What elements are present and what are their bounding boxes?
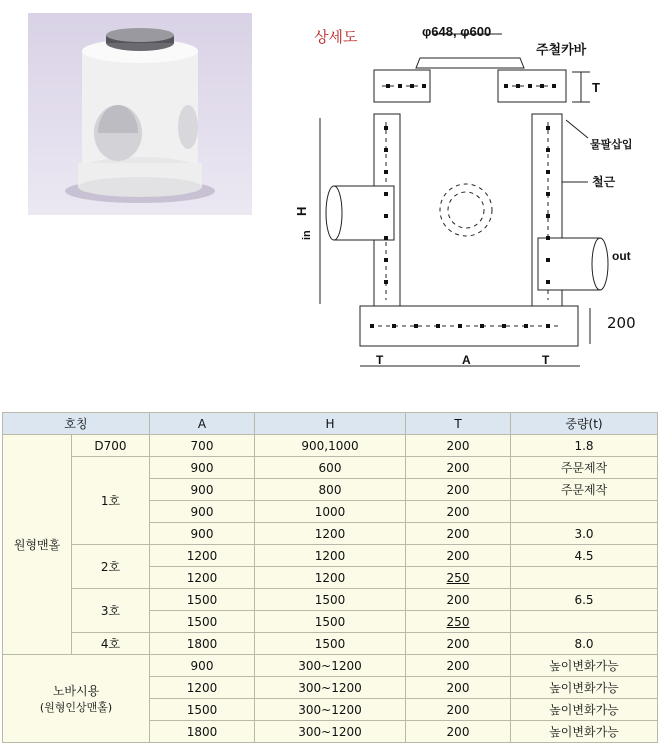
- rebar-dot: [384, 258, 388, 262]
- cell-weight: 6.5: [511, 589, 658, 611]
- cover-t-label: T: [592, 80, 600, 95]
- table-row: [3, 545, 658, 567]
- cell-t: 200: [406, 457, 511, 479]
- rebar-dot: [436, 324, 440, 328]
- sub-2: 2호: [72, 545, 150, 589]
- table-row: [3, 633, 658, 655]
- rebar-dot: [546, 214, 550, 218]
- cell-a: 900: [150, 655, 255, 677]
- cell-h: 300~1200: [255, 699, 406, 721]
- cell-weight: 8.0: [511, 633, 658, 655]
- cover-label: 주철카바: [536, 42, 587, 57]
- cell-h: 1200: [255, 523, 406, 545]
- drawing-title: 상세도: [314, 29, 358, 46]
- cell-h: 1000: [255, 501, 406, 523]
- sub-1: 1호: [72, 457, 150, 545]
- rebar-dot: [546, 236, 550, 240]
- cell-a: 900: [150, 501, 255, 523]
- svg-text:T: [542, 353, 550, 367]
- svg-text:out: [612, 249, 631, 263]
- rebar-dot: [370, 324, 374, 328]
- rebar-dot: [414, 324, 418, 328]
- cell-t: 200: [406, 677, 511, 699]
- header-h: H: [255, 413, 406, 435]
- base-height-label: 200: [607, 314, 636, 332]
- rebar-dot: [546, 192, 550, 196]
- cell-t: 200: [406, 721, 511, 743]
- cell-t-highlight: 250: [406, 567, 511, 589]
- rebar-dot: [546, 170, 550, 174]
- rebar-dot: [480, 324, 484, 328]
- base-t-left-label: T: [376, 353, 384, 367]
- rebar-dot: [392, 324, 396, 328]
- cell-h: 1500: [255, 633, 406, 655]
- header-a: A: [150, 413, 255, 435]
- table-row: [3, 457, 658, 479]
- svg-text:물팔삽입: [589, 137, 633, 151]
- table-row: [3, 655, 658, 677]
- rebar-label: 철근: [592, 175, 616, 189]
- rebar-dot: [546, 280, 550, 284]
- cell-weight: [511, 611, 658, 633]
- cell-h: 1200: [255, 545, 406, 567]
- manhole-illustration: [28, 13, 252, 215]
- rebar-dot: [384, 126, 388, 130]
- rebar-dot: [386, 84, 390, 88]
- cell-t: 200: [406, 655, 511, 677]
- cell-a: 1800: [150, 633, 255, 655]
- cell-weight: 높이변화가능: [511, 699, 658, 721]
- in-label: in: [301, 230, 313, 240]
- svg-text:H: [294, 207, 309, 216]
- rebar-dot: [524, 324, 528, 328]
- cell-h: 300~1200: [255, 677, 406, 699]
- cell-t: 200: [406, 589, 511, 611]
- rebar-dot: [398, 84, 402, 88]
- cell-h: 1500: [255, 611, 406, 633]
- rebar-dot: [540, 84, 544, 88]
- group-nobasi-subtitle: (원형인상맨홀): [39, 701, 113, 714]
- detail-drawing: [290, 10, 660, 385]
- sub-3: 3호: [72, 589, 150, 633]
- rebar-dot: [504, 84, 508, 88]
- cell-t-highlight: 250: [406, 611, 511, 633]
- cell-t: 200: [406, 479, 511, 501]
- a-label: A: [462, 353, 471, 367]
- cell-a: 900: [150, 457, 255, 479]
- header-weight: 중량(t): [511, 413, 658, 435]
- cell-a: 1200: [150, 545, 255, 567]
- svg-text:φ648, φ600: [422, 24, 491, 39]
- header-name: 호칭: [3, 413, 150, 435]
- cell-a: 1500: [150, 699, 255, 721]
- cell-a: 1800: [150, 721, 255, 743]
- rebar-dot: [546, 258, 550, 262]
- rebar-dot: [528, 84, 532, 88]
- cell-weight: [511, 567, 658, 589]
- cell-t: 200: [406, 523, 511, 545]
- cell-h: 600: [255, 457, 406, 479]
- svg-text:주철카바: [535, 42, 587, 57]
- h-label: H: [294, 206, 309, 216]
- cell-t: 200: [406, 699, 511, 721]
- cell-weight: 높이변화가능: [511, 655, 658, 677]
- out-label: out: [612, 249, 631, 263]
- rebar-dot: [546, 126, 550, 130]
- cell-t: 200: [406, 633, 511, 655]
- cell-h: 800: [255, 479, 406, 501]
- rebar-dot: [410, 84, 414, 88]
- rebar-dot: [546, 324, 550, 328]
- rebar-dot: [384, 236, 388, 240]
- cell-a: 900: [150, 523, 255, 545]
- rebar-dot: [384, 170, 388, 174]
- cell-a: 1200: [150, 567, 255, 589]
- group-round: 원형맨홀: [3, 435, 72, 655]
- header-t: T: [406, 413, 511, 435]
- group-nobasi-title: 노바시용: [52, 684, 100, 698]
- manhole-photo: [28, 13, 252, 215]
- sub-4: 4호: [72, 633, 150, 655]
- cell-weight: 3.0: [511, 523, 658, 545]
- cell-t: 200: [406, 435, 511, 457]
- diameter-label: φ648, φ600: [422, 24, 492, 39]
- rebar-dot: [502, 324, 506, 328]
- cell-weight: 1.8: [511, 435, 658, 457]
- svg-text:상세도: [314, 28, 358, 46]
- cell-weight: 4.5: [511, 545, 658, 567]
- cell-h: 300~1200: [255, 655, 406, 677]
- cell-t: 200: [406, 545, 511, 567]
- cell-h: 1500: [255, 589, 406, 611]
- svg-text:A: [462, 353, 471, 367]
- rebar-dot: [458, 324, 462, 328]
- cell-weight: 높이변화가능: [511, 721, 658, 743]
- group-nobasi: [3, 655, 150, 743]
- base-t-right-label: T: [542, 353, 550, 367]
- svg-text:T: [592, 80, 600, 95]
- cell-h: 300~1200: [255, 721, 406, 743]
- table-row: [3, 589, 658, 611]
- rebar-dot: [422, 84, 426, 88]
- svg-text:T: [376, 353, 384, 367]
- cell-a: 1500: [150, 611, 255, 633]
- rebar-dot: [546, 148, 550, 152]
- rebar-dot: [384, 148, 388, 152]
- spec-table: [2, 412, 658, 743]
- cell-h: 900,1000: [255, 435, 406, 457]
- packing-label: 물팔삽입: [590, 139, 633, 151]
- cell-a: 1500: [150, 589, 255, 611]
- rebar-dot: [384, 280, 388, 284]
- cell-a: 700: [150, 435, 255, 457]
- cell-t: 200: [406, 501, 511, 523]
- svg-text:철근: [592, 174, 616, 189]
- cell-weight: 주문제작: [511, 479, 658, 501]
- rebar-dot: [516, 84, 520, 88]
- sub-d700: D700: [72, 435, 150, 457]
- rebar-dot: [384, 214, 388, 218]
- cell-a: 1200: [150, 677, 255, 699]
- detail-drawing-svg: [290, 10, 660, 385]
- rebar-dot: [384, 192, 388, 196]
- cell-weight: 높이변화가능: [511, 677, 658, 699]
- cell-weight: 주문제작: [511, 457, 658, 479]
- table-row: [3, 435, 658, 457]
- rebar-dot: [552, 84, 556, 88]
- cell-weight: [511, 501, 658, 523]
- cell-a: 900: [150, 479, 255, 501]
- table-header-row: [3, 413, 658, 435]
- svg-text:in: [301, 230, 313, 240]
- cell-h: 1200: [255, 567, 406, 589]
